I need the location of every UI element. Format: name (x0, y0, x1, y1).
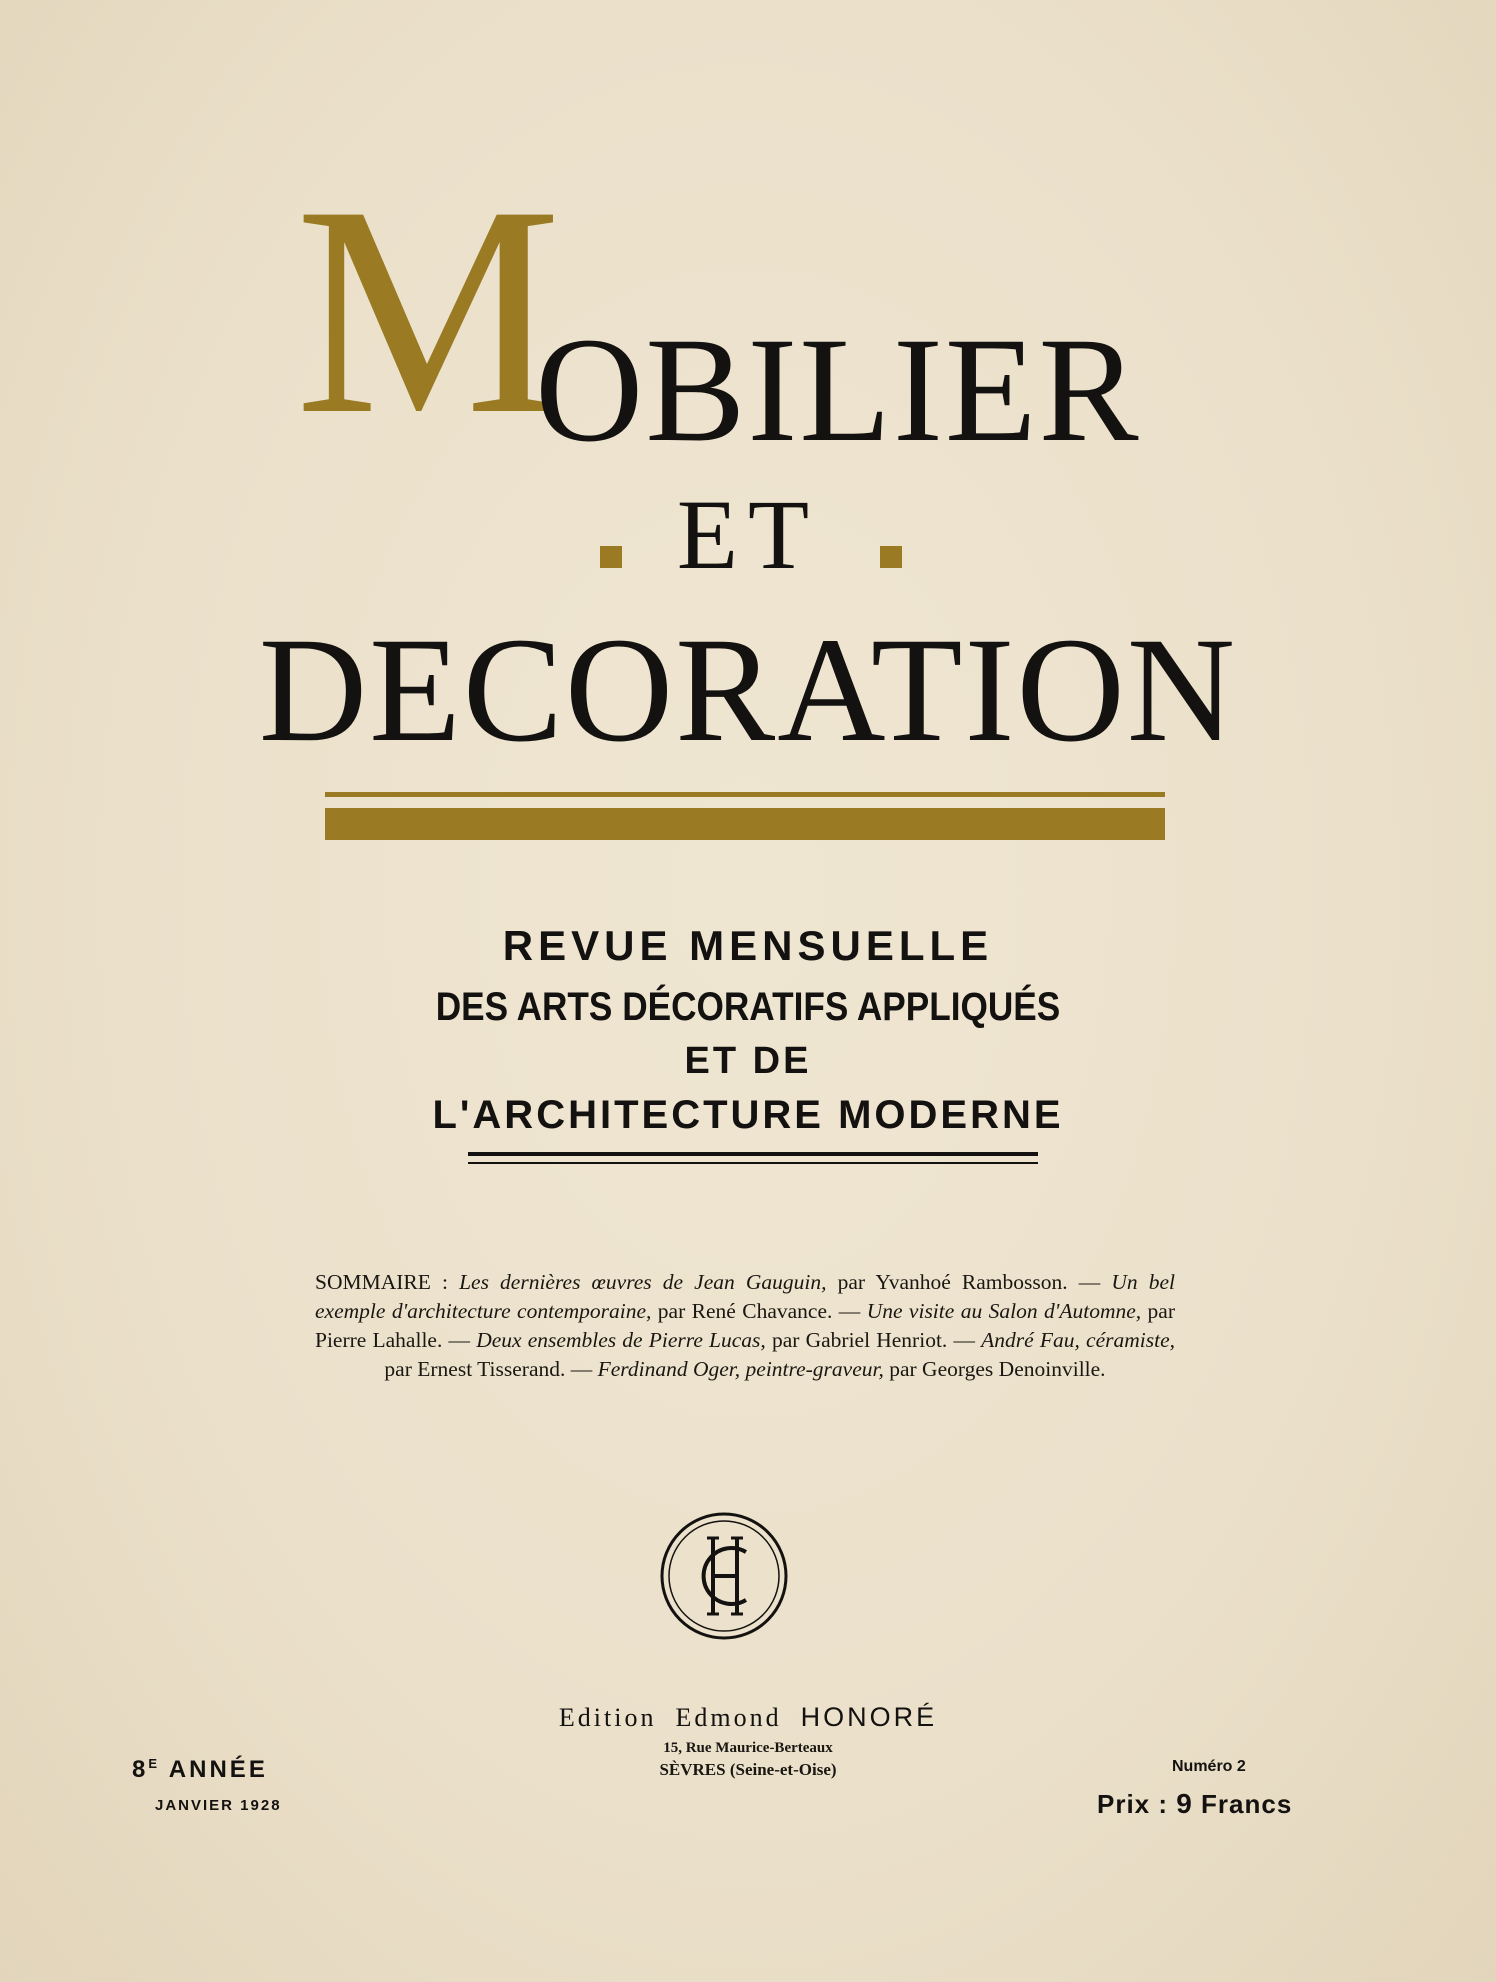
year-number: 8 (132, 1756, 149, 1783)
subtitle-line-2: DES ARTS DÉCORATIFS APPLIQUÉS (435, 985, 1061, 1029)
issue-price (1097, 1788, 1292, 1820)
edition-word: Edition (558, 1703, 657, 1732)
toc-author: par Yvanhoé Rambosson. — (826, 1270, 1112, 1294)
issue-number: Numéro 2 (1172, 1758, 1246, 1775)
price-value: 9 (1176, 1788, 1193, 1819)
publisher-first-name: Edmond (675, 1703, 782, 1732)
subtitle-line-1: REVUE MENSUELLE (502, 922, 994, 969)
publisher-name (0, 1702, 1496, 1733)
eh-monogram-icon (658, 1510, 790, 1642)
sommaire-label: SOMMAIRE : (315, 1270, 448, 1294)
toc-title: Un bel exemple d'architecture contemporaine, (315, 1270, 1176, 1323)
issue-date: JANVIER 1928 (155, 1797, 282, 1814)
title-rest: OBILIER (535, 307, 1141, 473)
toc-author: par Georges Denoinville. (883, 1357, 1106, 1381)
toc-title: Deux ensembles de Pierre Lucas, (476, 1328, 766, 1352)
title-et: ET (676, 479, 820, 590)
year-word: ANNÉE (160, 1756, 268, 1783)
toc-author: par Ernest Tisserand. — (384, 1357, 598, 1381)
publisher-address-line-2: SÈVRES (Seine-et-Oise) (659, 1760, 837, 1779)
subtitle-line-4: L'ARCHITECTURE MODERNE (432, 1093, 1064, 1137)
price-unit: Francs (1192, 1789, 1293, 1819)
black-rule-thick (468, 1152, 1038, 1156)
toc-author: par Gabriel Henriot. — (765, 1328, 982, 1352)
toc-author: par René Chavance. — (651, 1299, 867, 1323)
toc-title: Ferdinand Oger, peintre-graveur, (597, 1357, 884, 1381)
title-initial: M (295, 144, 562, 476)
price-label: Prix : (1097, 1789, 1177, 1819)
publisher-address-line-1: 15, Rue Maurice-Berteaux (663, 1740, 833, 1756)
toc-title: André Fau, céramiste, (981, 1328, 1176, 1352)
issue-year (132, 1756, 268, 1784)
toc-author: par Pierre Lahalle. — (315, 1299, 1175, 1352)
toc-title: Une visite au Salon d'Automne, (866, 1299, 1142, 1323)
black-rule-thin (468, 1162, 1038, 1164)
toc-title: Les dernières œuvres de Jean Gauguin, (459, 1270, 827, 1294)
table-of-contents (315, 1268, 1175, 1384)
year-superscript: E (148, 1756, 161, 1771)
publisher-last-name: HONORÉ (800, 1702, 938, 1732)
subtitle-line-3: ET DE (684, 1040, 812, 1082)
gold-rule-thin (325, 792, 1165, 797)
title-decoration: DECORATION (258, 607, 1238, 773)
gold-rule-thick (325, 808, 1165, 840)
title-et-row (0, 480, 1496, 590)
title-mobilier (295, 144, 1195, 476)
gold-dot-right (880, 546, 902, 568)
